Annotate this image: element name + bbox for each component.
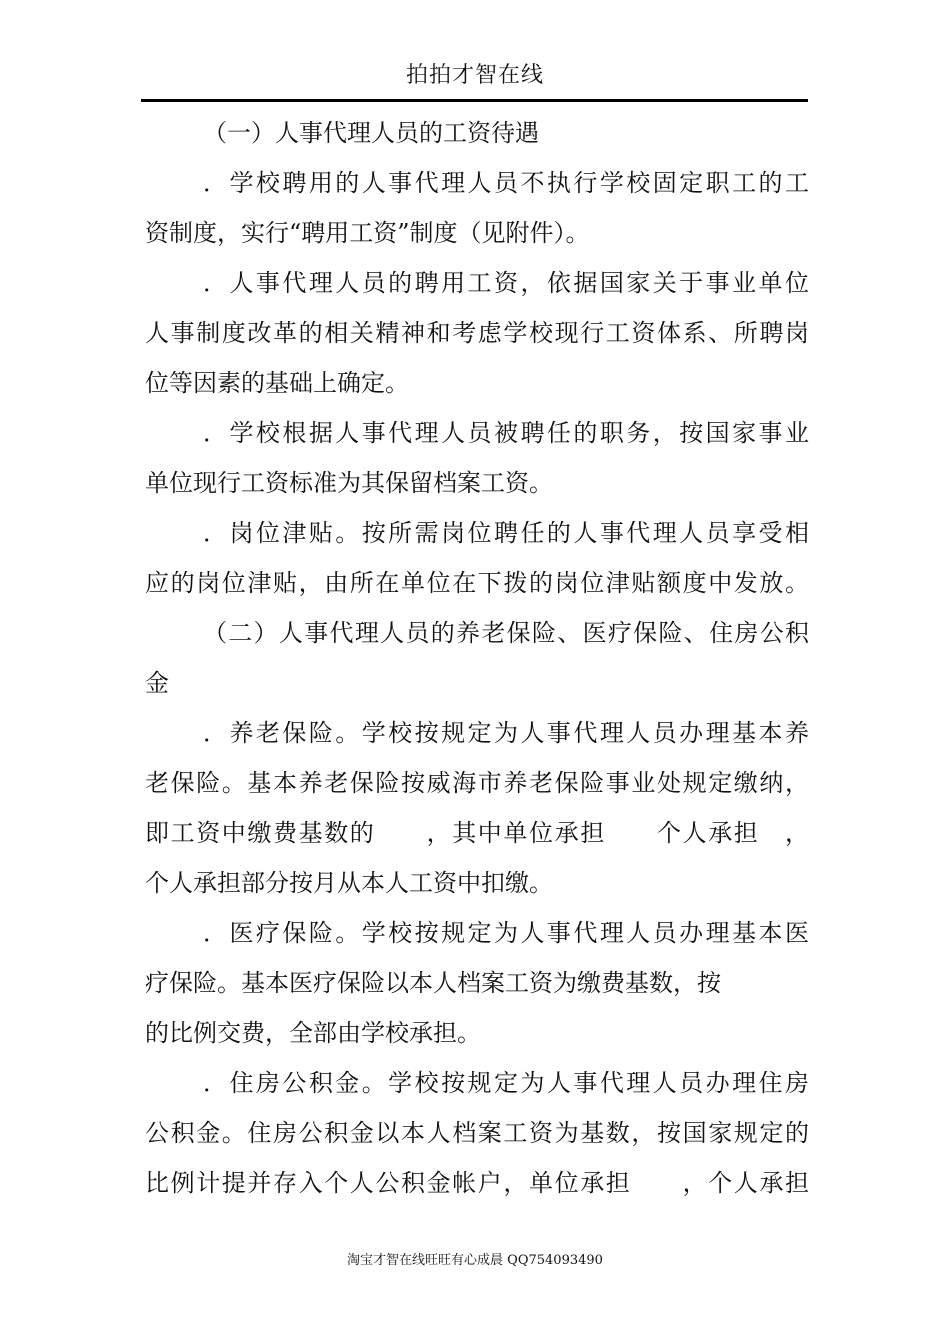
paragraph-line: ．学校根据人事代理人员被聘任的职务，按国家事业 (203, 419, 809, 447)
paragraph-line: 资制度，实行“聘用工资”制度（见附件）。 (145, 219, 590, 247)
paragraph-line: 人事制度改革的相关精神和考虑学校现行工资体系、所聘岗 (145, 319, 809, 347)
paragraph-line: 个人承担部分按月从本人工资中扣缴。 (145, 869, 553, 897)
paragraph-line: ．学校聘用的人事代理人员不执行学校固定职工的工 (203, 169, 809, 197)
section-heading-2: （二）人事代理人员的养老保险、医疗保险、住房公积 (203, 619, 809, 647)
paragraph-line: 疗保险。基本医疗保险以本人档案工资为缴费基数，按 (145, 969, 721, 997)
paragraph-line: 单位现行工资标准为其保留档案工资。 (145, 469, 553, 497)
paragraph-line: 应的岗位津贴，由所在单位在下拨的岗位津贴额度中发放。 (145, 569, 809, 597)
paragraph-line: ．住房公积金。学校按规定为人事代理人员办理住房 (203, 1069, 809, 1097)
paragraph-line: 位等因素的基础上确定。 (145, 369, 409, 397)
section-heading-1: （一）人事代理人员的工资待遇 (203, 119, 539, 147)
paragraph-line: ．医疗保险。学校按规定为人事代理人员办理基本医 (203, 919, 809, 947)
paragraph-line: 老保险。基本养老保险按威海市养老保险事业处规定缴纳， (145, 769, 809, 797)
paragraph-line: 公积金。住房公积金以本人档案工资为基数，按国家规定的 (145, 1119, 809, 1147)
paragraph-line: ．养老保险。学校按规定为人事代理人员办理基本养 (203, 719, 809, 747)
paragraph-line: 即工资中缴费基数的 ，其中单位承担 个人承担 ， (145, 819, 809, 847)
paragraph-line: ．岗位津贴。按所需岗位聘任的人事代理人员享受相 (203, 519, 809, 547)
paragraph-line: 的比例交费，全部由学校承担。 (145, 1019, 481, 1047)
page-header-title: 拍拍才智在线 (405, 63, 544, 88)
header-divider (141, 99, 808, 102)
section-heading-2-cont: 金 (145, 669, 169, 697)
paragraph-line: ．人事代理人员的聘用工资，依据国家关于事业单位 (203, 269, 809, 297)
page-footer-text: 淘宝才智在线旺旺有心成晨 QQ754093490 (347, 1253, 603, 1268)
paragraph-line: 比例计提并存入个人公积金帐户，单位承担 ，个人承担 (145, 1169, 809, 1197)
